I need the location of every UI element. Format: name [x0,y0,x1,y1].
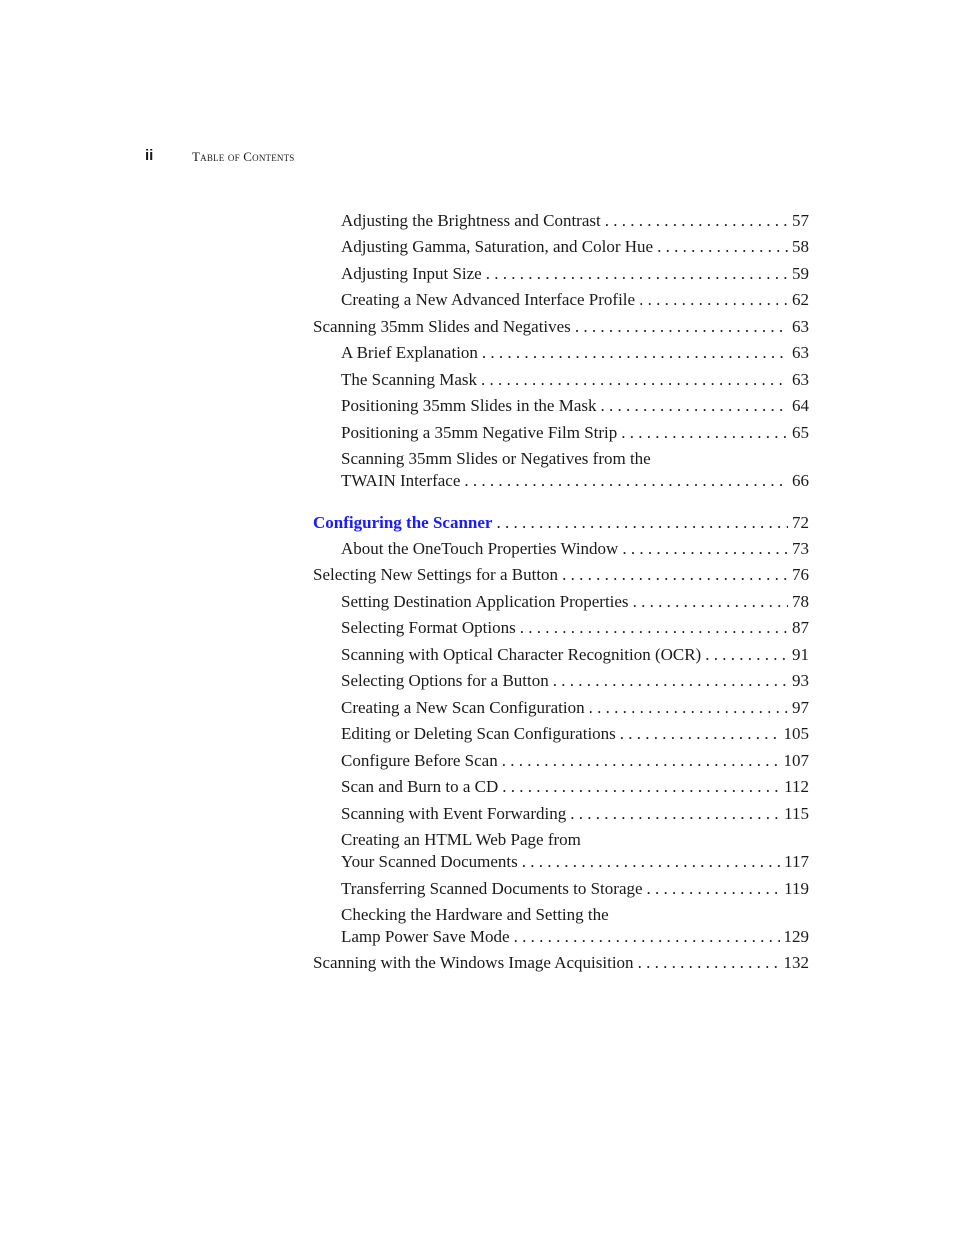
toc-entry[interactable] [341,422,809,444]
toc-entry[interactable] [341,829,809,873]
toc-entry-title: Scanning with Event Forwarding [341,804,567,823]
toc-entry-page: 72 [792,513,809,532]
dot-leader [553,670,788,692]
dot-leader [621,422,788,444]
toc-entry[interactable] [341,448,809,492]
toc-entry[interactable] [313,564,809,586]
dot-leader [647,878,781,900]
toc-entry-page: 63 [792,370,809,389]
toc-entry-title: About the OneTouch Properties Window [341,539,619,558]
toc-entry-title: Positioning a 35mm Negative Film Strip [341,423,618,442]
toc-entry-title: Selecting New Settings for a Button [313,565,559,584]
toc-entry[interactable] [341,878,809,900]
toc-entry-title: Scanning 35mm Slides and Negatives [313,317,571,336]
toc-entry-title: Adjusting Input Size [341,264,482,283]
toc-entry-page: 73 [792,539,809,558]
toc-entry[interactable] [341,803,809,825]
toc-entry-title: Transferring Scanned Documents to Storage [341,879,643,898]
dot-leader [605,210,788,232]
toc-entry-title: Creating a New Scan Configuration [341,698,585,717]
toc-entry-title: Scanning 35mm Slides or Negatives from the [341,449,651,468]
toc-entry[interactable] [341,644,809,666]
dot-leader [657,236,788,258]
toc-entry[interactable] [341,538,809,560]
toc-entry-title: Creating an HTML Web Page from [341,830,581,849]
toc-entry-page: 93 [792,671,809,690]
toc-entry-title: Checking the Hardware and Setting the [341,905,609,924]
toc-entry-title: Creating a New Advanced Interface Profile [341,290,636,309]
toc-entry-title: Positioning 35mm Slides in the Mask [341,396,597,415]
toc-entry-title-continued: TWAIN Interface [341,471,461,490]
toc-entry-title: A Brief Explanation [341,343,478,362]
toc-entry-page: 119 [784,879,809,898]
toc-entry-page: 62 [792,290,809,309]
toc-entry-page: 117 [784,852,809,871]
toc-entry[interactable] [341,289,809,311]
dot-leader [520,617,788,639]
toc-entry[interactable] [341,697,809,719]
toc-entry-page: 58 [792,237,809,256]
dot-leader [633,591,788,613]
toc-entry-page: 105 [783,724,809,743]
dot-leader [705,644,788,666]
toc-entry-page: 64 [792,396,809,415]
dot-leader [622,538,788,560]
toc-entry-title: Adjusting the Brightness and Contrast [341,211,601,230]
toc-entry-title: Adjusting Gamma, Saturation, and Color Hue [341,237,654,256]
toc-entry-title: Editing or Deleting Scan Configurations [341,724,616,743]
toc-entry[interactable] [341,750,809,772]
toc-entry-title: Scanning with the Windows Image Acquisition [313,953,634,972]
toc-entry[interactable] [341,369,809,391]
toc-entry-page: 107 [783,751,809,770]
dot-leader [502,750,780,772]
toc-entry-title: Selecting Options for a Button [341,671,549,690]
toc-entry[interactable] [341,617,809,639]
running-title: Table of Contents [192,149,295,164]
toc-entry-title: Scanning with Optical Character Recognition (OCR) [341,645,702,664]
dot-leader [464,470,788,492]
dot-leader [601,395,789,417]
toc-entry-page: 97 [792,698,809,717]
toc-entry[interactable] [341,395,809,417]
dot-leader [522,851,780,873]
toc-entry-title-continued: Your Scanned Documents [341,852,518,871]
dot-leader [620,723,780,745]
toc-entry[interactable] [341,342,809,364]
dot-leader [589,697,788,719]
dot-leader [514,926,780,948]
toc-entry[interactable] [341,263,809,285]
toc-entry[interactable] [341,670,809,692]
toc-entry[interactable] [341,776,809,798]
dot-leader [575,316,788,338]
page-number: ii [145,147,154,164]
toc-entry-title-continued: Lamp Power Save Mode [341,927,510,946]
toc-entry[interactable] [313,316,809,338]
toc-entry[interactable] [341,591,809,613]
dot-leader [502,776,780,798]
dot-leader [570,803,780,825]
toc-entry-title: Configure Before Scan [341,751,498,770]
toc-entry-page: 66 [792,471,809,490]
toc-entry-page: 91 [792,645,809,664]
dot-leader [562,564,788,586]
toc-entry-title: The Scanning Mask [341,370,477,389]
toc-chapter-entry[interactable] [313,512,809,534]
toc-entry-page: 63 [792,317,809,336]
toc-entry-title: Setting Destination Application Properties [341,592,629,611]
toc-entry-page: 57 [792,211,809,230]
toc-entry[interactable] [341,210,809,232]
toc-entry-page: 132 [783,953,809,972]
chapter-link[interactable]: Configuring the Scanner [313,513,493,532]
toc-entry-page: 63 [792,343,809,362]
toc-entry-page: 87 [792,618,809,637]
toc-entry[interactable] [313,952,809,974]
toc-entry-title: Scan and Burn to a CD [341,777,499,796]
toc-entry-page: 78 [792,592,809,611]
dot-leader [486,263,788,285]
toc-entry-page: 129 [783,927,809,946]
toc-entry-title: Selecting Format Options [341,618,516,637]
dot-leader [639,289,788,311]
toc-entry[interactable] [341,904,809,948]
toc-entry-page: 112 [784,777,809,796]
dot-leader [638,952,780,974]
toc-entry-page: 76 [792,565,809,584]
toc-entry-page: 65 [792,423,809,442]
dot-leader [496,512,788,534]
dot-leader [482,342,788,364]
toc-entry-page: 115 [784,804,809,823]
toc-entry[interactable] [341,723,809,745]
toc-entry-page: 59 [792,264,809,283]
dot-leader [481,369,788,391]
toc-entry[interactable] [341,236,809,258]
